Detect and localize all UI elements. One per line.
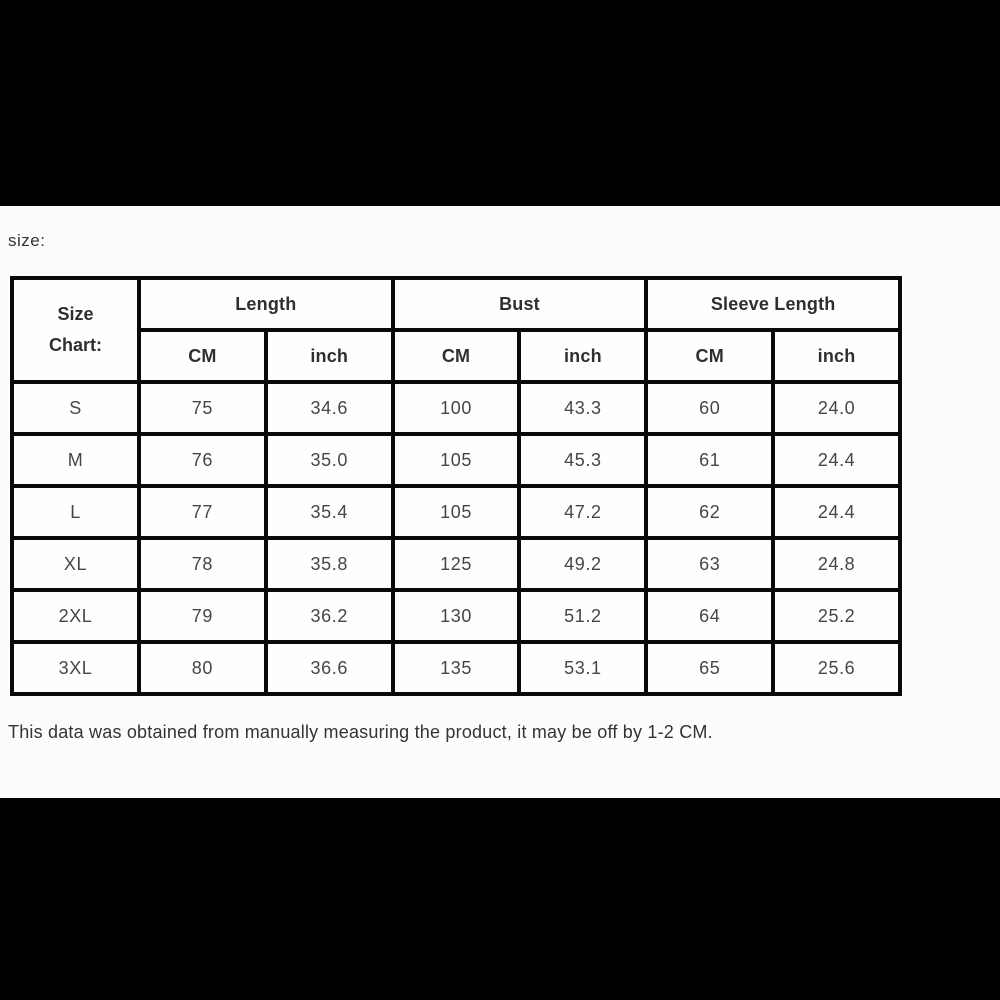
length-cm-cell: 77 <box>139 486 266 538</box>
length-inch-cell: 35.4 <box>266 486 393 538</box>
sleeve-inch-cell: 25.6 <box>773 642 900 694</box>
sleeve-inch-cell: 25.2 <box>773 590 900 642</box>
length-cm-cell: 76 <box>139 434 266 486</box>
bust-inch-cell: 45.3 <box>519 434 646 486</box>
bust-cm-cell: 105 <box>393 486 520 538</box>
length-inch-cell: 35.8 <box>266 538 393 590</box>
size-cell: 2XL <box>12 590 139 642</box>
bust-cm-cell: 105 <box>393 434 520 486</box>
table-row-l <box>12 486 900 538</box>
bust-cm-cell: 125 <box>393 538 520 590</box>
size-cell: M <box>12 434 139 486</box>
length-cm-cell: 79 <box>139 590 266 642</box>
table-row-m <box>12 434 900 486</box>
bust-cm-cell: 130 <box>393 590 520 642</box>
size-cell: S <box>12 382 139 434</box>
column-group-length: Length <box>139 278 393 330</box>
sleeve-inch-cell: 24.4 <box>773 434 900 486</box>
bottom-letterbox-bar <box>0 798 1000 1000</box>
length-cm-cell: 78 <box>139 538 266 590</box>
bust-inch-cell: 49.2 <box>519 538 646 590</box>
bust-inch-cell: 53.1 <box>519 642 646 694</box>
column-group-sleeve-length: Sleeve Length <box>646 278 900 330</box>
header-unit-row <box>12 330 900 382</box>
length-inch-cell: 35.0 <box>266 434 393 486</box>
sleeve-cm-cell: 63 <box>646 538 773 590</box>
sleeve-cm-cell: 65 <box>646 642 773 694</box>
sleeve-inch-cell: 24.8 <box>773 538 900 590</box>
sleeve-cm-cell: 62 <box>646 486 773 538</box>
bust-inch-cell: 43.3 <box>519 382 646 434</box>
corner-header-line1: Size <box>57 304 94 324</box>
length-inch-cell: 36.2 <box>266 590 393 642</box>
size-cell: XL <box>12 538 139 590</box>
length-cm-header: CM <box>139 330 266 382</box>
bust-cm-cell: 135 <box>393 642 520 694</box>
sleeve-cm-cell: 60 <box>646 382 773 434</box>
sleeve-cm-header: CM <box>646 330 773 382</box>
bust-inch-cell: 51.2 <box>519 590 646 642</box>
size-chart-table <box>10 276 902 696</box>
corner-header-cell <box>12 278 139 382</box>
sleeve-inch-header: inch <box>773 330 900 382</box>
column-group-bust: Bust <box>393 278 647 330</box>
table-row-s <box>12 382 900 434</box>
content-area <box>0 206 1000 798</box>
corner-header-line2: Chart: <box>49 335 102 355</box>
size-cell: L <box>12 486 139 538</box>
length-inch-header: inch <box>266 330 393 382</box>
table-row-2xl <box>12 590 900 642</box>
sleeve-inch-cell: 24.0 <box>773 382 900 434</box>
bust-inch-header: inch <box>519 330 646 382</box>
bust-inch-cell: 47.2 <box>519 486 646 538</box>
table-row-xl <box>12 538 900 590</box>
length-inch-cell: 36.6 <box>266 642 393 694</box>
bust-cm-cell: 100 <box>393 382 520 434</box>
measurement-disclaimer: This data was obtained from manually measuring the product, it may be off by 1-2 CM. <box>8 722 713 742</box>
length-cm-cell: 75 <box>139 382 266 434</box>
size-label: size: <box>8 231 46 250</box>
sleeve-inch-cell: 24.4 <box>773 486 900 538</box>
table-row-3xl <box>12 642 900 694</box>
header-group-row <box>12 278 900 330</box>
size-cell: 3XL <box>12 642 139 694</box>
length-cm-cell: 80 <box>139 642 266 694</box>
bust-cm-header: CM <box>393 330 520 382</box>
top-letterbox-bar <box>0 0 1000 206</box>
sleeve-cm-cell: 64 <box>646 590 773 642</box>
sleeve-cm-cell: 61 <box>646 434 773 486</box>
length-inch-cell: 34.6 <box>266 382 393 434</box>
